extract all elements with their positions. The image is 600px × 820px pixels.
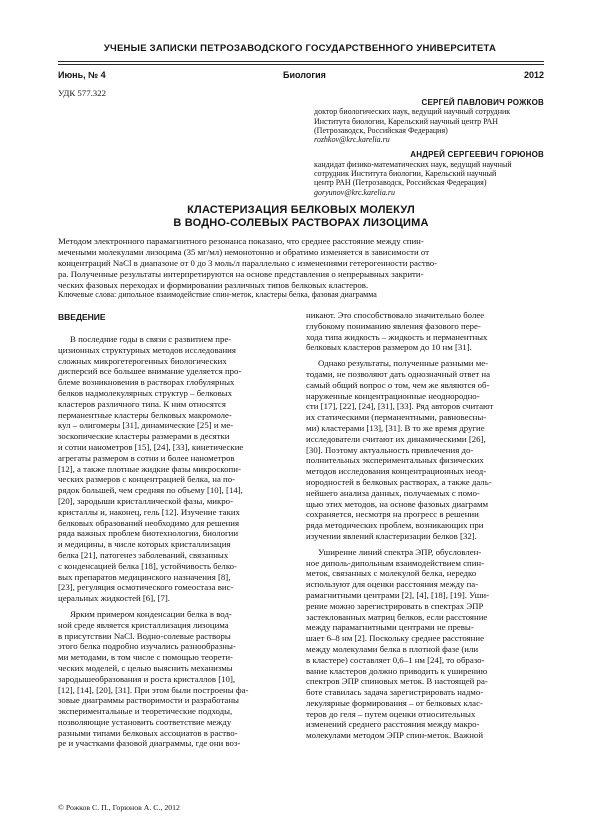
author-2 [314, 150, 544, 196]
author-name: АНДРЕЙ СЕРГЕЕВИЧ ГОРЮНОВ [410, 150, 544, 160]
paragraph-line: позволяющие установить соответствие между [58, 716, 232, 727]
paragraph-line: рение можно зарегистрировать в спектрах ЭПР [306, 600, 484, 611]
paragraph-line: кул – олигомеры [31], динамические [25] и ме- [58, 420, 234, 431]
paragraph-line: теров до геля – путем оценки относительных [306, 708, 476, 719]
title-line: В ВОДНО-СОЛЕВЫХ РАСТВОРАХ ЛИЗОЦИМА [173, 216, 429, 229]
header-rule-top [58, 61, 544, 62]
paragraph-line: полнительных экспериментальных физических [306, 455, 484, 466]
author-affiliation-line: (Петрозаводск, Российская Федерация) [314, 125, 448, 135]
paragraph-line: белков надмолекулярных структур – белковых [58, 387, 233, 398]
paragraph-line: меток, связанных с молекулой белка, нередко [306, 568, 477, 579]
paragraph-line: сохраняется, несмотря на прогресс в решении [306, 509, 479, 520]
section-label: Биология [283, 70, 326, 80]
paragraph-line: глубокому пониманию явления фазового пере- [306, 320, 481, 331]
paragraph-line: [12], а также плотные жидкие фазы микроскопи- [58, 463, 241, 474]
paragraph-line: ряда важных проблем биотехнологии, биологии [58, 528, 239, 539]
paragraph-line: Ярким примером конденсации белка в вод- [70, 608, 232, 619]
left-column [58, 310, 296, 749]
author-affiliation-line: кандидат физико-математических наук, ведущий научный [314, 159, 512, 169]
paragraph-line: кристаллы и, наконец, гель [12]. Изучение таких [58, 506, 240, 517]
paragraph-line: и медицины, в числе которых кристаллизация [58, 539, 231, 550]
paragraph-line: нородностей в белковых растворах, а также даль- [306, 476, 492, 487]
paragraph-line: [30]. Поэтому актуальность привлечения до- [306, 444, 474, 455]
paragraph-line: [20], зародыши кристаллической фазы, микро- [58, 495, 233, 506]
paragraph-line: зародышеобразования и роста кристаллов [10], [58, 673, 236, 684]
journal-running-head: УЧЕНЫЕ ЗАПИСКИ ПЕТРОЗАВОДСКОГО ГОСУДАРСТВЕННОГО УНИВЕРСИТЕТА [103, 43, 497, 54]
authors-block [314, 98, 544, 197]
paragraph-line: в кластере) составляет 0,6–1 нм [24], то образо- [306, 654, 485, 665]
paragraph-line: лекулярные формирования – от белковых клас- [306, 697, 483, 708]
paragraph-line: [12], [14], [20], [31]. При этом были построены фа- [58, 684, 249, 695]
abstract-line: концентраций NaCl в диапазоне от 0 до 3 моль/л параллельно с изменениями гетерогенности раство- [58, 258, 438, 268]
paragraph-line: методов исследования концентрационных неод- [306, 466, 487, 477]
abstract-line: ра. Полученные результаты интерпретируются на основе представления о непрерывных закрити- [58, 269, 424, 279]
paragraph-line: спектров ЭПР спиновых меток. В настоящей ра- [306, 676, 488, 687]
paragraph-line: ной среде является кристаллизация лизоцима [58, 619, 229, 630]
paragraph-line: ми методами, в том числе с помощью теорети- [58, 652, 233, 663]
paragraph-line: застеклованных матриц белков, если расстояние [306, 611, 488, 622]
paragraph-line: этого белка подробно изучались разнообразны- [58, 641, 236, 652]
paragraph-line: молекулами методом ЭПР спин-меток. Важной [306, 730, 484, 741]
year-label: 2012 [523, 70, 544, 80]
paragraph-line: ряда методических проблем, возникающих при [306, 520, 484, 531]
paragraph-line: Однако результаты, полученные разными ме- [318, 358, 489, 369]
paragraph-line: В последние годы в связи с развитием пре- [70, 334, 232, 344]
author-email: rozhkov@krc.karelia.ru [314, 135, 390, 145]
author-affiliation-line: центр РАН (Петрозаводск, Российская Федерация) [314, 178, 487, 188]
paragraph-line: тодами, не позволяют дать однозначный ответ на [306, 368, 491, 379]
paragraph-line: ческих моделей, с целью выяснить механизмы [58, 662, 233, 673]
paragraph-line: между парамагнитными центрами не превы- [306, 622, 474, 633]
paragraph-line: кластеров различного типа. К ним относятся [58, 398, 226, 409]
paragraph-line: в присутствии NaCl. Водно-солевые растворы [58, 630, 231, 641]
paragraph-line: Уширение линий спектра ЭПР, обусловлен- [318, 546, 482, 557]
paragraph-line: между молекулами белка в плотной фазе (или [306, 643, 479, 654]
paragraph-line: церальных жидкостей [6], [7]. [58, 593, 170, 604]
paragraph-line: изучении явлений кластеризации белков [32]. [306, 530, 477, 541]
issue-label: Июнь, № 4 [58, 70, 106, 80]
paragraph-line: белка [21], патогенез заболеваний, связанных [58, 549, 229, 560]
paragraph-line: перманентные кластеры белковых макромоле- [58, 409, 232, 420]
author-email: goryunov@krc.karelia.ru [314, 187, 395, 197]
right-column [306, 310, 544, 741]
paragraph-line: [23], регуляция осмотического гомеостаза вис- [58, 582, 234, 593]
paragraph-line: белковых образований необходимо для решения [58, 517, 240, 528]
article-title [58, 204, 544, 229]
paragraph-line: с конденсацией белка [18], устойчивость белко- [58, 560, 237, 571]
abstract-line: ческих фазовых переходах и формировании различных типов белковых кластеров. [58, 280, 369, 290]
paragraph-line: белковых кластеров размером до 10 нм [31]. [306, 342, 472, 353]
paragraph-line: самый общий вопрос о том, чем же являются об- [306, 379, 490, 390]
abstract [58, 236, 544, 291]
paragraph-line: агрегаты размером в сотни и более нанометров [58, 452, 235, 463]
paragraph-line: цизионных структурных методов исследования [58, 344, 236, 355]
header-rule-bottom [58, 64, 544, 65]
section-heading: ВВЕДЕНИЕ [58, 312, 106, 322]
paragraph-line: зовые диаграммы растворимости и разработаны [58, 695, 239, 706]
abstract-line: мечеными молекулами лизоцима (35 мг/мл) немонотонно и обратимо изменяется в зависимости от [58, 247, 430, 257]
paragraph-line: наруженные концентрационные неоднородно- [306, 390, 480, 401]
paragraph-line: используют для оценки расстояния между па- [306, 579, 479, 590]
author-affiliation-line: Института биологии, Карельский научный центр РАН [314, 116, 499, 126]
paragraph-line: их статическими (перманентными, равновесны- [306, 412, 487, 423]
paragraph-line: экспериментальные и теоретические подходы, [58, 706, 233, 717]
abstract-line: Методом электронного парамагнитного резонанса показано, что среднее расстояние между спин- [58, 236, 424, 246]
paragraph-line: и сотни нанометров [15], [24], [33], кинетические [58, 441, 244, 452]
paragraph-line: ми) кластерами [13], [31]. В то же время другие [306, 422, 485, 433]
issue-line [58, 70, 544, 84]
author-name: СЕРГЕЙ ПАВЛОВИЧ РОЖКОВ [421, 98, 544, 107]
paragraph-line: сти [17], [22], [24], [31], [33]. Ряд авторов считают [306, 401, 494, 412]
paragraph-line: рамагнитными центрами [2], [4], [18], [19]. Уши- [306, 589, 490, 600]
author-affiliation-line: сотрудник Института биологии, Карельский научный [314, 169, 497, 179]
paragraph-line: разными типами белковых ассоциатов в раство- [58, 727, 238, 738]
paragraph-line: ре и участками фазовой диаграммы, где они воз- [58, 738, 241, 749]
paragraph-line: нейшего анализа данных, получаемых с помо- [306, 487, 480, 498]
paragraph-line: ческих размеров с концентрацией белка, на по- [58, 474, 236, 485]
title-line: КЛАСТЕРИЗАЦИЯ БЕЛКОВЫХ МОЛЕКУЛ [187, 204, 415, 216]
copyright-notice: © Рожков С. П., Горюнов А. С., 2012 [58, 803, 180, 812]
paragraph-line: боте ставилась задача зарегистрировать надмо- [306, 687, 484, 698]
udk-code: УДК 577.322 [58, 88, 106, 98]
paragraph-line: дисперсий все большее внимание уделяется про- [58, 366, 242, 377]
paragraph-line: вых препаратов медицинского назначения [8], [58, 571, 231, 582]
paragraph-line: шает 6–8 нм [2]. Поскольку среднее расстояние [306, 633, 485, 644]
paragraph-line: ное диполь-дипольным взаимодействием спин- [306, 557, 485, 568]
paragraph-line: вание кластеров должно приводить к уширению [306, 665, 488, 676]
paragraph-line: хода типа жидкость – жидкость и перманентных [306, 331, 488, 342]
author-1 [314, 98, 544, 144]
paragraph-line: зоскопические кластеры размерами в десятки [58, 431, 230, 442]
paragraph-line: сложных микрогетерогенных биологических [58, 355, 227, 366]
paragraph-line: рядок большей, чем средняя по объему [10], [14], [58, 485, 243, 496]
author-affiliation-line: доктор биологических наук, ведущий научный сотрудник [314, 107, 511, 117]
paragraph-line: щью этих методов, на основе фазовых диаграмм [306, 498, 489, 509]
paragraph-line: исследователи считают их динамическими [26], [306, 433, 486, 444]
paragraph-line: изменений среднего расстояния между макро- [306, 719, 480, 730]
keywords: Ключевые слова: дипольное взаимодействие спин-меток, кластеры белка, фазовая диаграмма [58, 290, 377, 299]
paragraph-line: никают. Это способствовало значительно более [306, 310, 485, 320]
paragraph-line: блеме возникновения в растворах глобулярных [58, 377, 235, 388]
